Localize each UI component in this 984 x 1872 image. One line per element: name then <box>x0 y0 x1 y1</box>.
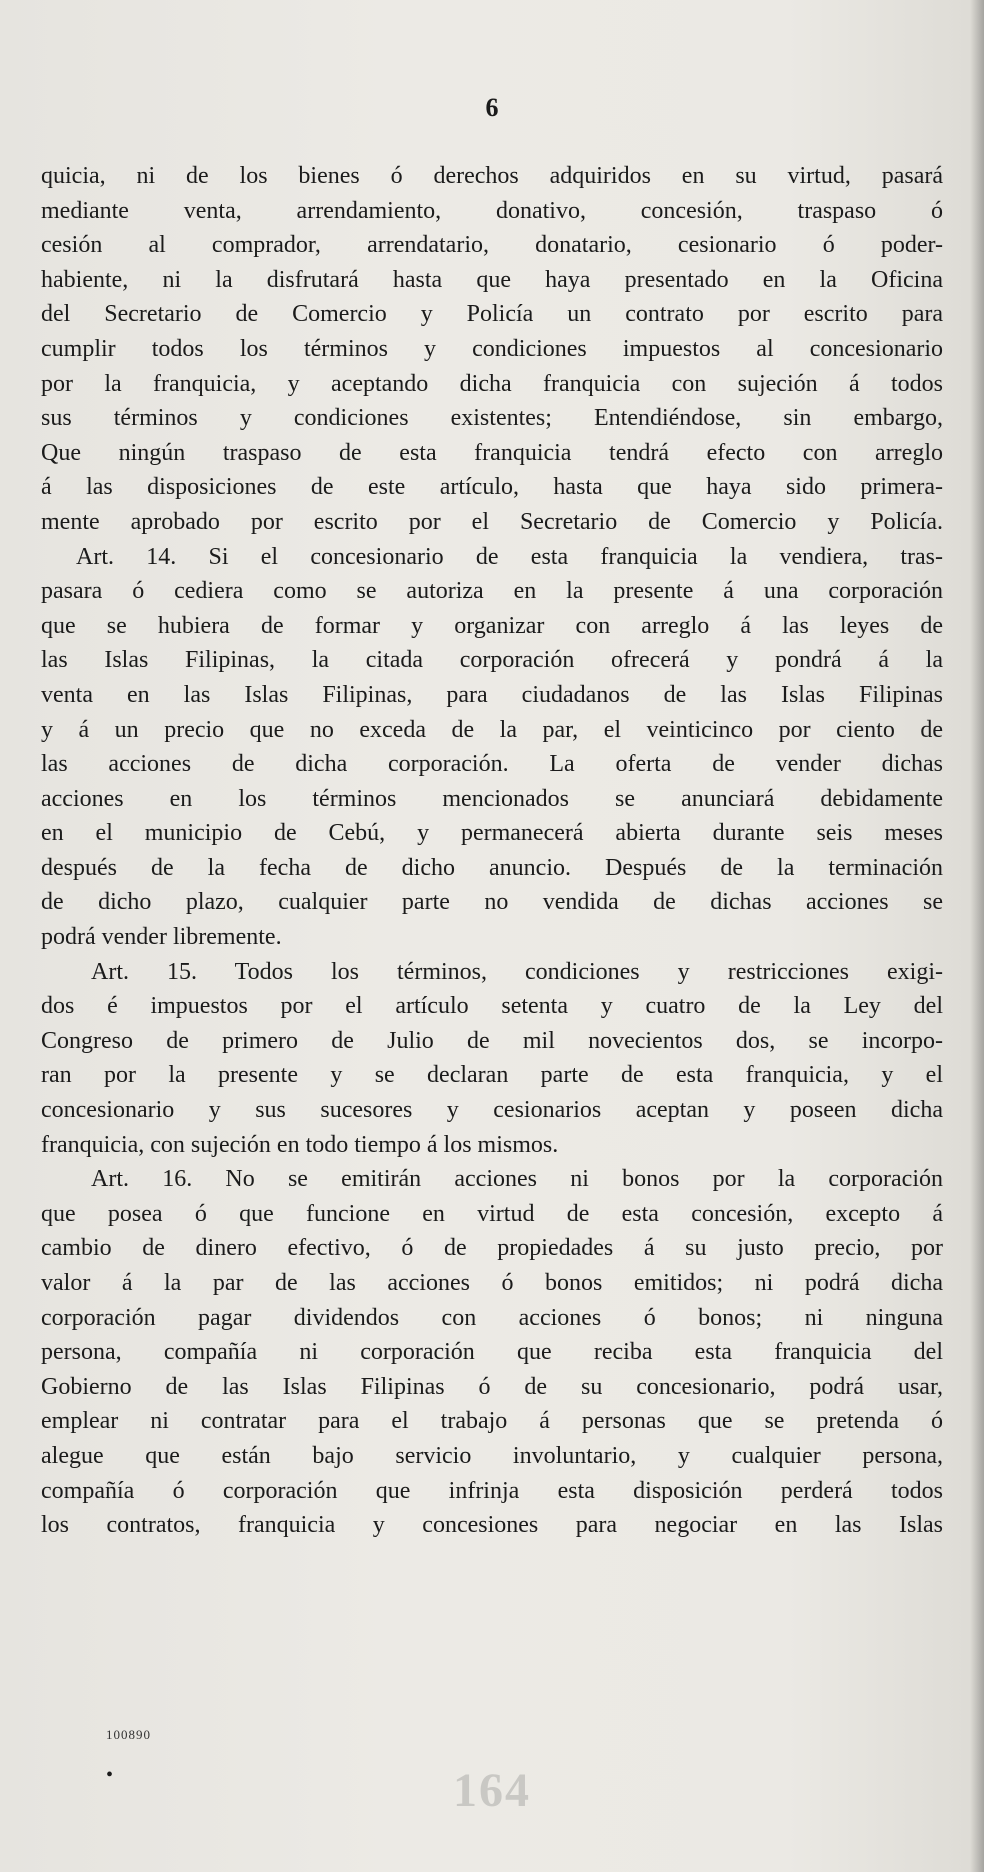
text-line: en el municipio de Cebú, y permanecerá abierta durante seis meses <box>41 820 943 847</box>
bullet-mark: • <box>106 1764 114 1786</box>
text-line: del Secretario de Comercio y Policía un contrato por escrito para <box>41 301 943 328</box>
text-line: Que ningún traspaso de esta franquicia tendrá efecto con arreglo <box>41 439 943 466</box>
text-line: sus términos y condiciones existentes; Entendiéndose, sin embargo, <box>41 405 943 432</box>
page-number: 6 <box>485 93 499 122</box>
stamped-page-number: 164 <box>453 1764 531 1817</box>
text-line: valor á la par de las acciones ó bonos emitidos; ni podrá dicha <box>41 1270 943 1296</box>
text-line: acciones en los términos mencionados se anunciará debidamente <box>41 785 943 812</box>
text-line: Art. 14. Si el concesionario de esta franquicia la vendiera, tras- <box>76 543 943 570</box>
text-line: franquicia, con sujeción en todo tiempo á los mismos. <box>41 1131 559 1158</box>
text-line: cambio de dinero efectivo, ó de propiedades á su justo precio, por <box>41 1235 943 1262</box>
body-text <box>41 159 943 1543</box>
text-line: cumplir todos los términos y condiciones impuestos al concesionario <box>41 335 943 362</box>
text-line: pasara ó cediera como se autoriza en la presente á una corporación <box>41 578 943 605</box>
text-line: después de la fecha de dicho anuncio. Después de la terminación <box>41 854 943 881</box>
text-line: las acciones de dicha corporación. La oferta de vender dichas <box>41 751 943 778</box>
text-line: persona, compañía ni corporación que reciba esta franquicia del <box>41 1339 943 1366</box>
text-line: que posea ó que funcione en virtud de esta concesión, excepto á <box>41 1200 943 1227</box>
text-line: concesionario y sus sucesores y cesionarios aceptan y poseen dicha <box>41 1097 943 1124</box>
text-line: Art. 15. Todos los términos, condiciones y restricciones exigi- <box>91 958 943 985</box>
text-line: que se hubiera de formar y organizar con arreglo á las leyes de <box>41 612 943 639</box>
text-line: Congreso de primero de Julio de mil novecientos dos, se incorpo- <box>41 1027 943 1054</box>
page-edge-shadow <box>970 0 984 1872</box>
text-line: emplear ni contratar para el trabajo á personas que se pretenda ó <box>41 1408 943 1435</box>
text-line: Art. 16. No se emitirán acciones ni bonos por la corporación <box>91 1166 943 1193</box>
text-line: por la franquicia, y aceptando dicha franquicia con sujeción á todos <box>41 370 943 397</box>
text-line: habiente, ni la disfrutará hasta que haya presentado en la Oficina <box>41 266 943 293</box>
text-line: de dicho plazo, cualquier parte no vendida de dichas acciones se <box>41 889 943 916</box>
text-line: quicia, ni de los bienes ó derechos adquiridos en su virtud, pasará <box>41 163 943 189</box>
text-line: y á un precio que no exceda de la par, el veinticinco por ciento de <box>41 716 943 743</box>
text-line: mente aprobado por escrito por el Secretario de Comercio y Policía. <box>41 508 943 535</box>
text-line: compañía ó corporación que infrinja esta disposición perderá todos <box>41 1477 943 1504</box>
text-line: venta en las Islas Filipinas, para ciudadanos de las Islas Filipinas <box>41 681 943 708</box>
text-line: Gobierno de las Islas Filipinas ó de su concesionario, podrá usar, <box>41 1373 943 1400</box>
text-line: á las disposiciones de este artículo, hasta que haya sido primera- <box>41 474 943 501</box>
text-line: los contratos, franquicia y concesiones para negociar en las Islas <box>41 1512 943 1539</box>
text-line: corporación pagar dividendos con acciones ó bonos; ni ninguna <box>41 1304 943 1331</box>
text-line: podrá vender libremente. <box>41 924 282 951</box>
text-line: alegue que están bajo servicio involuntario, y cualquier persona, <box>41 1442 943 1469</box>
text-line: dos é impuestos por el artículo setenta y cuatro de la Ley del <box>41 993 943 1020</box>
printer-signature-mark: 100890 <box>106 1727 151 1742</box>
text-line: cesión al comprador, arrendatario, donatario, cesionario ó poder- <box>41 232 943 259</box>
text-line: ran por la presente y se declaran parte de esta franquicia, y el <box>41 1062 943 1089</box>
text-line: mediante venta, arrendamiento, donativo, concesión, traspaso ó <box>41 197 943 224</box>
text-line: las Islas Filipinas, la citada corporación ofrecerá y pondrá á la <box>41 647 943 674</box>
